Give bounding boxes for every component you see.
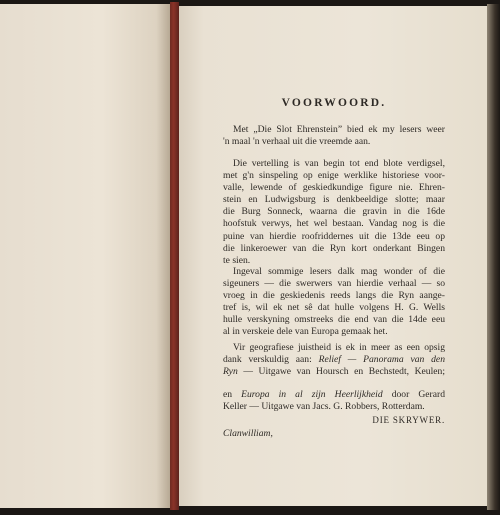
text-line: valle, lewende of geskiedkundige figure nie. Ehren- <box>223 182 445 194</box>
text-run: dank verskuldig aan: <box>223 354 319 366</box>
text-line: Ingeval sommige lesers dalk mag wonder of die <box>233 266 445 277</box>
text-line <box>223 389 445 401</box>
author-signature: DIE SKRYWER. <box>372 415 445 425</box>
text-run: — Uitgawe van Hoursch en Bechstedt, Keulen; <box>237 366 445 378</box>
text-line: te sien. <box>223 254 251 266</box>
text-line: hulle verskyning omstreeks die end van die 14de eeu <box>223 314 445 326</box>
italic-title: Relief — Panorama van den <box>318 354 445 366</box>
italic-title: Europa in al zijn Heerlijkheid <box>241 389 383 400</box>
text-line <box>223 354 445 366</box>
text-line: puine van hierdie roofriddernes uit die 13de eeu op <box>223 230 445 242</box>
text-run: door Gerard <box>382 389 445 400</box>
text-line: al in verskeie dele van Europa gemaak het. <box>223 326 388 338</box>
paragraph-2 <box>223 158 445 267</box>
text-line: Met „Die Slot Ehrenstein” bied ek my lesers weer <box>233 124 445 135</box>
place-name: Clanwilliam, <box>223 428 273 439</box>
paragraph-1 <box>223 124 445 148</box>
text-line: hoofstuk verwys, het wel bestaan. Vandag nog is die <box>223 218 445 230</box>
text-line: die Burg Sonneck, waarna die gravin in die 16de <box>223 206 445 218</box>
page-title: VOORWOORD. <box>281 97 387 109</box>
text-line: sigeuners — die swerwers van hierdie verhaal — so <box>223 278 445 290</box>
paragraph-4 <box>223 342 445 378</box>
text-line: met g'n sinspeling op enige werklike historiese voor- <box>223 170 445 182</box>
text-line: tref is, wil ek net sê dat hulle volgens H. G. Wells <box>223 302 445 314</box>
text-line <box>223 366 445 378</box>
text-line: die linkeroewer van die Ryn kort onderkant Bingen <box>223 242 445 254</box>
text-run: en <box>223 389 242 400</box>
text-line: Vir geografiese juistheid is ek in meer as een opsig <box>233 342 445 353</box>
paragraph-5 <box>223 389 445 413</box>
page-edge <box>487 4 500 510</box>
text-line: Die vertelling is van begin tot end blote verdigsel, <box>233 158 445 169</box>
text-line: stein en Ludwigsburg is denkbeeldige slotte; maar <box>223 194 445 206</box>
paragraph-3 <box>223 266 445 339</box>
text-line: 'n maal 'n verhaal uit die vreemde aan. <box>223 136 371 148</box>
left-page <box>0 4 170 508</box>
italic-title: Ryn <box>223 366 238 378</box>
book-spine <box>170 2 179 510</box>
text-line: vroeg in die geskiedenis reeds langs die Ryn aange- <box>223 290 445 302</box>
text-line: Keller — Uitgawe van Jacs. G. Robbers, Rotterdam. <box>223 401 425 413</box>
